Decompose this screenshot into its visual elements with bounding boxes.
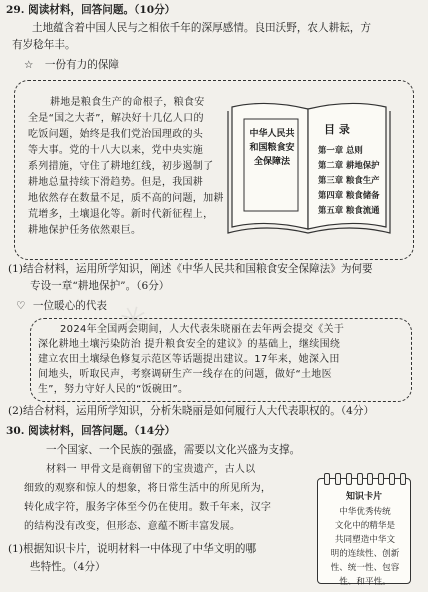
passage1-line: 耕地保护任务依然艰巨。: [28, 225, 142, 236]
material1-line: 的结构没有改变，但形态、意蕴不断丰富发展。: [24, 521, 241, 532]
card-text-line: 性、和平性。: [339, 577, 391, 587]
passage2-line: 生”，努力守好人民的“饭碗田”。: [38, 384, 189, 395]
card-binding-rings: [324, 473, 406, 483]
toc-item: 第四章 粮食储备: [318, 190, 380, 200]
passage2-line: 深化耕地土壤污染防治 提升粮食安全的建议》的基础上，继续围绕: [38, 339, 341, 350]
heart-icon: ♡: [16, 300, 26, 312]
passage1-line: 荒增多，土壤退化等。新时代新征程上，: [28, 209, 214, 220]
q29-sub2: (2)结合材料，运用所学知识，分析朱晓丽是如何履行人大代表职权的。（4分）: [8, 405, 375, 417]
card-text-line: 性、统一性、包容: [330, 563, 400, 573]
q30-heading: 30. 阅读材料，回答问题。（14分）: [6, 425, 176, 437]
q30-sub1-line1: (1)根据知识卡片，说明材料一中体现了中华文明的哪: [8, 543, 257, 555]
knowledge-card: [317, 478, 411, 587]
card-title: 知识卡片: [345, 492, 382, 502]
material1-line: 细致的观察和惊人的想象，将日常生活中的所见所为，: [24, 483, 272, 494]
passage2-line: 建立农田土壤绿色修复示范区等话题提出建议。17年来，她深入田: [38, 354, 340, 365]
toc-item: 第五章 粮食流通: [318, 205, 380, 215]
passage2-line: 间地头，听取民声，考察调研生产一线存在的问题，做好“土地医: [38, 369, 332, 380]
card-text-line: 中华优秀传统: [339, 507, 391, 517]
material1-line: 转化成字符，服务字体至今仍在使用。数千年来，汉字: [24, 502, 272, 513]
watermark: ✳: [111, 295, 157, 345]
toc-item: 第一章 总则: [318, 145, 363, 155]
toc-list: [318, 143, 380, 218]
passage1-line: 全是“国之大者”，解决好十几亿人口的: [28, 113, 204, 124]
book-title: 中华人民共和国粮食安全保障法: [249, 129, 295, 167]
q30-intro: 一个国家、一个民族的强盛，需要以文化兴盛为支撑。: [46, 444, 301, 456]
q29-sub1-line1: (1)结合材料，运用所学知识，阐述《中华人民共和国粮食安全保障法》为何要: [8, 263, 373, 275]
card-text: [326, 505, 404, 589]
passage1-line: 等大事。党的十八大以来，党中央实施: [28, 145, 204, 156]
q29-section2-title-row: [16, 299, 107, 313]
q29-section1-title: 一份有力的保障: [44, 59, 120, 71]
passage1-line: 吃饭问题，始终是我们党治国理政的头: [28, 129, 204, 140]
passage1-line: 地依然存在数量不足，质不高的问题，加耕: [28, 193, 224, 204]
q30-sub1-line2: 些特性。（4分）: [30, 561, 106, 573]
law-book-illustration: [226, 97, 392, 237]
star-icon: ☆: [24, 59, 34, 71]
card-text-line: 共同塑造中华文: [334, 535, 396, 545]
q29-intro-line2: 有岁稔年丰。: [12, 39, 76, 51]
q29-section1-title-row: [24, 58, 119, 72]
toc-item: 第三章 粮食生产: [318, 175, 380, 185]
q29-section2-title: 一位暖心的代表: [32, 300, 108, 312]
passage1-line: 系列措施，守住了耕地红线，初步遏制了: [28, 161, 214, 172]
q29-sub1-line2: 专设一章“耕地保护”。（6分）: [30, 280, 170, 292]
q29-intro-line1: 土地蕴含着中国人民与之相依千年的深厚感情。良田沃野，农人耕耘，方: [32, 22, 371, 34]
card-text-line: 文化中的精华是: [334, 521, 396, 531]
toc-item: 第二章 耕地保护: [318, 160, 380, 170]
passage1-line: 耕地总量持续下滑趋势。但是，我国耕: [28, 177, 204, 188]
material1-line: 材料一 甲骨文是商朝留下的宝贵遗产，古人以: [46, 464, 256, 475]
passage2-line: 2024年全国两会期间，人大代表朱晓丽在去年两会提交《关于: [60, 324, 345, 335]
card-text-line: 明的连续性、创新: [330, 549, 400, 559]
toc-title: 目 录: [324, 123, 350, 136]
q29-heading: 29. 阅读材料，回答问题。（10分）: [6, 4, 176, 16]
passage1-line: 耕地是粮食生产的命根子，粮食安: [50, 97, 205, 108]
